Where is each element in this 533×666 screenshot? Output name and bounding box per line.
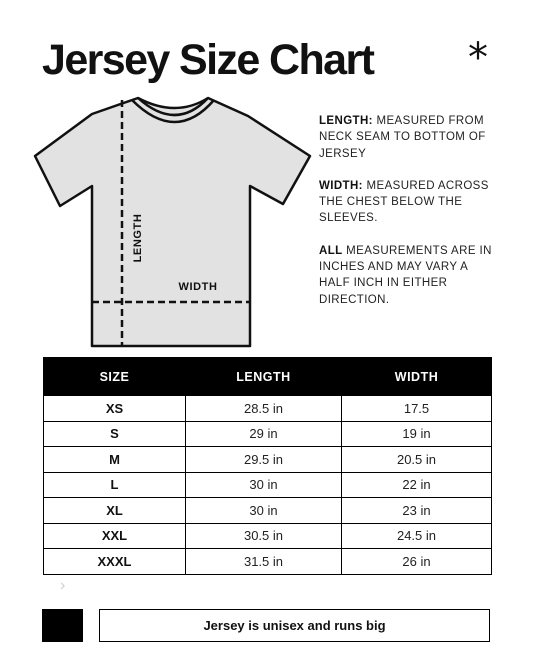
table-row bbox=[44, 396, 492, 422]
color-swatch bbox=[42, 609, 83, 642]
width-cell: 17.5 bbox=[342, 396, 492, 422]
length-label: LENGTH bbox=[132, 213, 144, 263]
tshirt-diagram bbox=[30, 92, 315, 350]
asterisk-icon: * bbox=[468, 35, 488, 81]
width-cell: 22 in bbox=[342, 472, 492, 498]
tshirt-outline bbox=[35, 98, 310, 346]
size-cell: XXXL bbox=[44, 549, 186, 575]
header-width: WIDTH bbox=[342, 358, 492, 396]
table-row bbox=[44, 472, 492, 498]
width-label: WIDTH bbox=[178, 281, 218, 293]
header-size: SIZE bbox=[44, 358, 186, 396]
size-cell: XS bbox=[44, 396, 186, 422]
chevron-right-icon: › bbox=[60, 577, 66, 594]
length-cell: 29.5 in bbox=[186, 447, 342, 473]
length-cell: 30.5 in bbox=[186, 523, 342, 549]
width-cell: 26 in bbox=[342, 549, 492, 575]
width-cell: 20.5 in bbox=[342, 447, 492, 473]
length-cell: 30 in bbox=[186, 498, 342, 524]
measurement-notes bbox=[319, 113, 494, 324]
length-cell: 30 in bbox=[186, 472, 342, 498]
length-cell: 31.5 in bbox=[186, 549, 342, 575]
footer-note bbox=[99, 609, 490, 642]
note-width: WIDTH: MEASURED ACROSS THE CHEST BELOW THE SLEEVES. bbox=[319, 179, 489, 225]
table-row bbox=[44, 549, 492, 575]
size-cell: S bbox=[44, 421, 186, 447]
width-cell: 19 in bbox=[342, 421, 492, 447]
footer-text: Jersey is unisex and runs big bbox=[203, 618, 386, 633]
table-header-row bbox=[44, 358, 492, 396]
size-cell: XXL bbox=[44, 523, 186, 549]
table-row bbox=[44, 447, 492, 473]
note-all: ALL MEASUREMENTS ARE IN INCHES AND MAY VARY A HALF INCH IN EITHER DIRECTION. bbox=[319, 244, 492, 306]
table-row bbox=[44, 421, 492, 447]
page-title: Jersey Size Chart bbox=[42, 36, 374, 84]
width-cell: 24.5 in bbox=[342, 523, 492, 549]
size-cell: M bbox=[44, 447, 186, 473]
length-cell: 29 in bbox=[186, 421, 342, 447]
table-row bbox=[44, 523, 492, 549]
size-table bbox=[43, 357, 492, 575]
length-cell: 28.5 in bbox=[186, 396, 342, 422]
size-cell: L bbox=[44, 472, 186, 498]
width-cell: 23 in bbox=[342, 498, 492, 524]
header-length: LENGTH bbox=[186, 358, 342, 396]
size-cell: XL bbox=[44, 498, 186, 524]
table-row bbox=[44, 498, 492, 524]
note-length: LENGTH: MEASURED FROM NECK SEAM TO BOTTOM OF JERSEY bbox=[319, 115, 486, 160]
